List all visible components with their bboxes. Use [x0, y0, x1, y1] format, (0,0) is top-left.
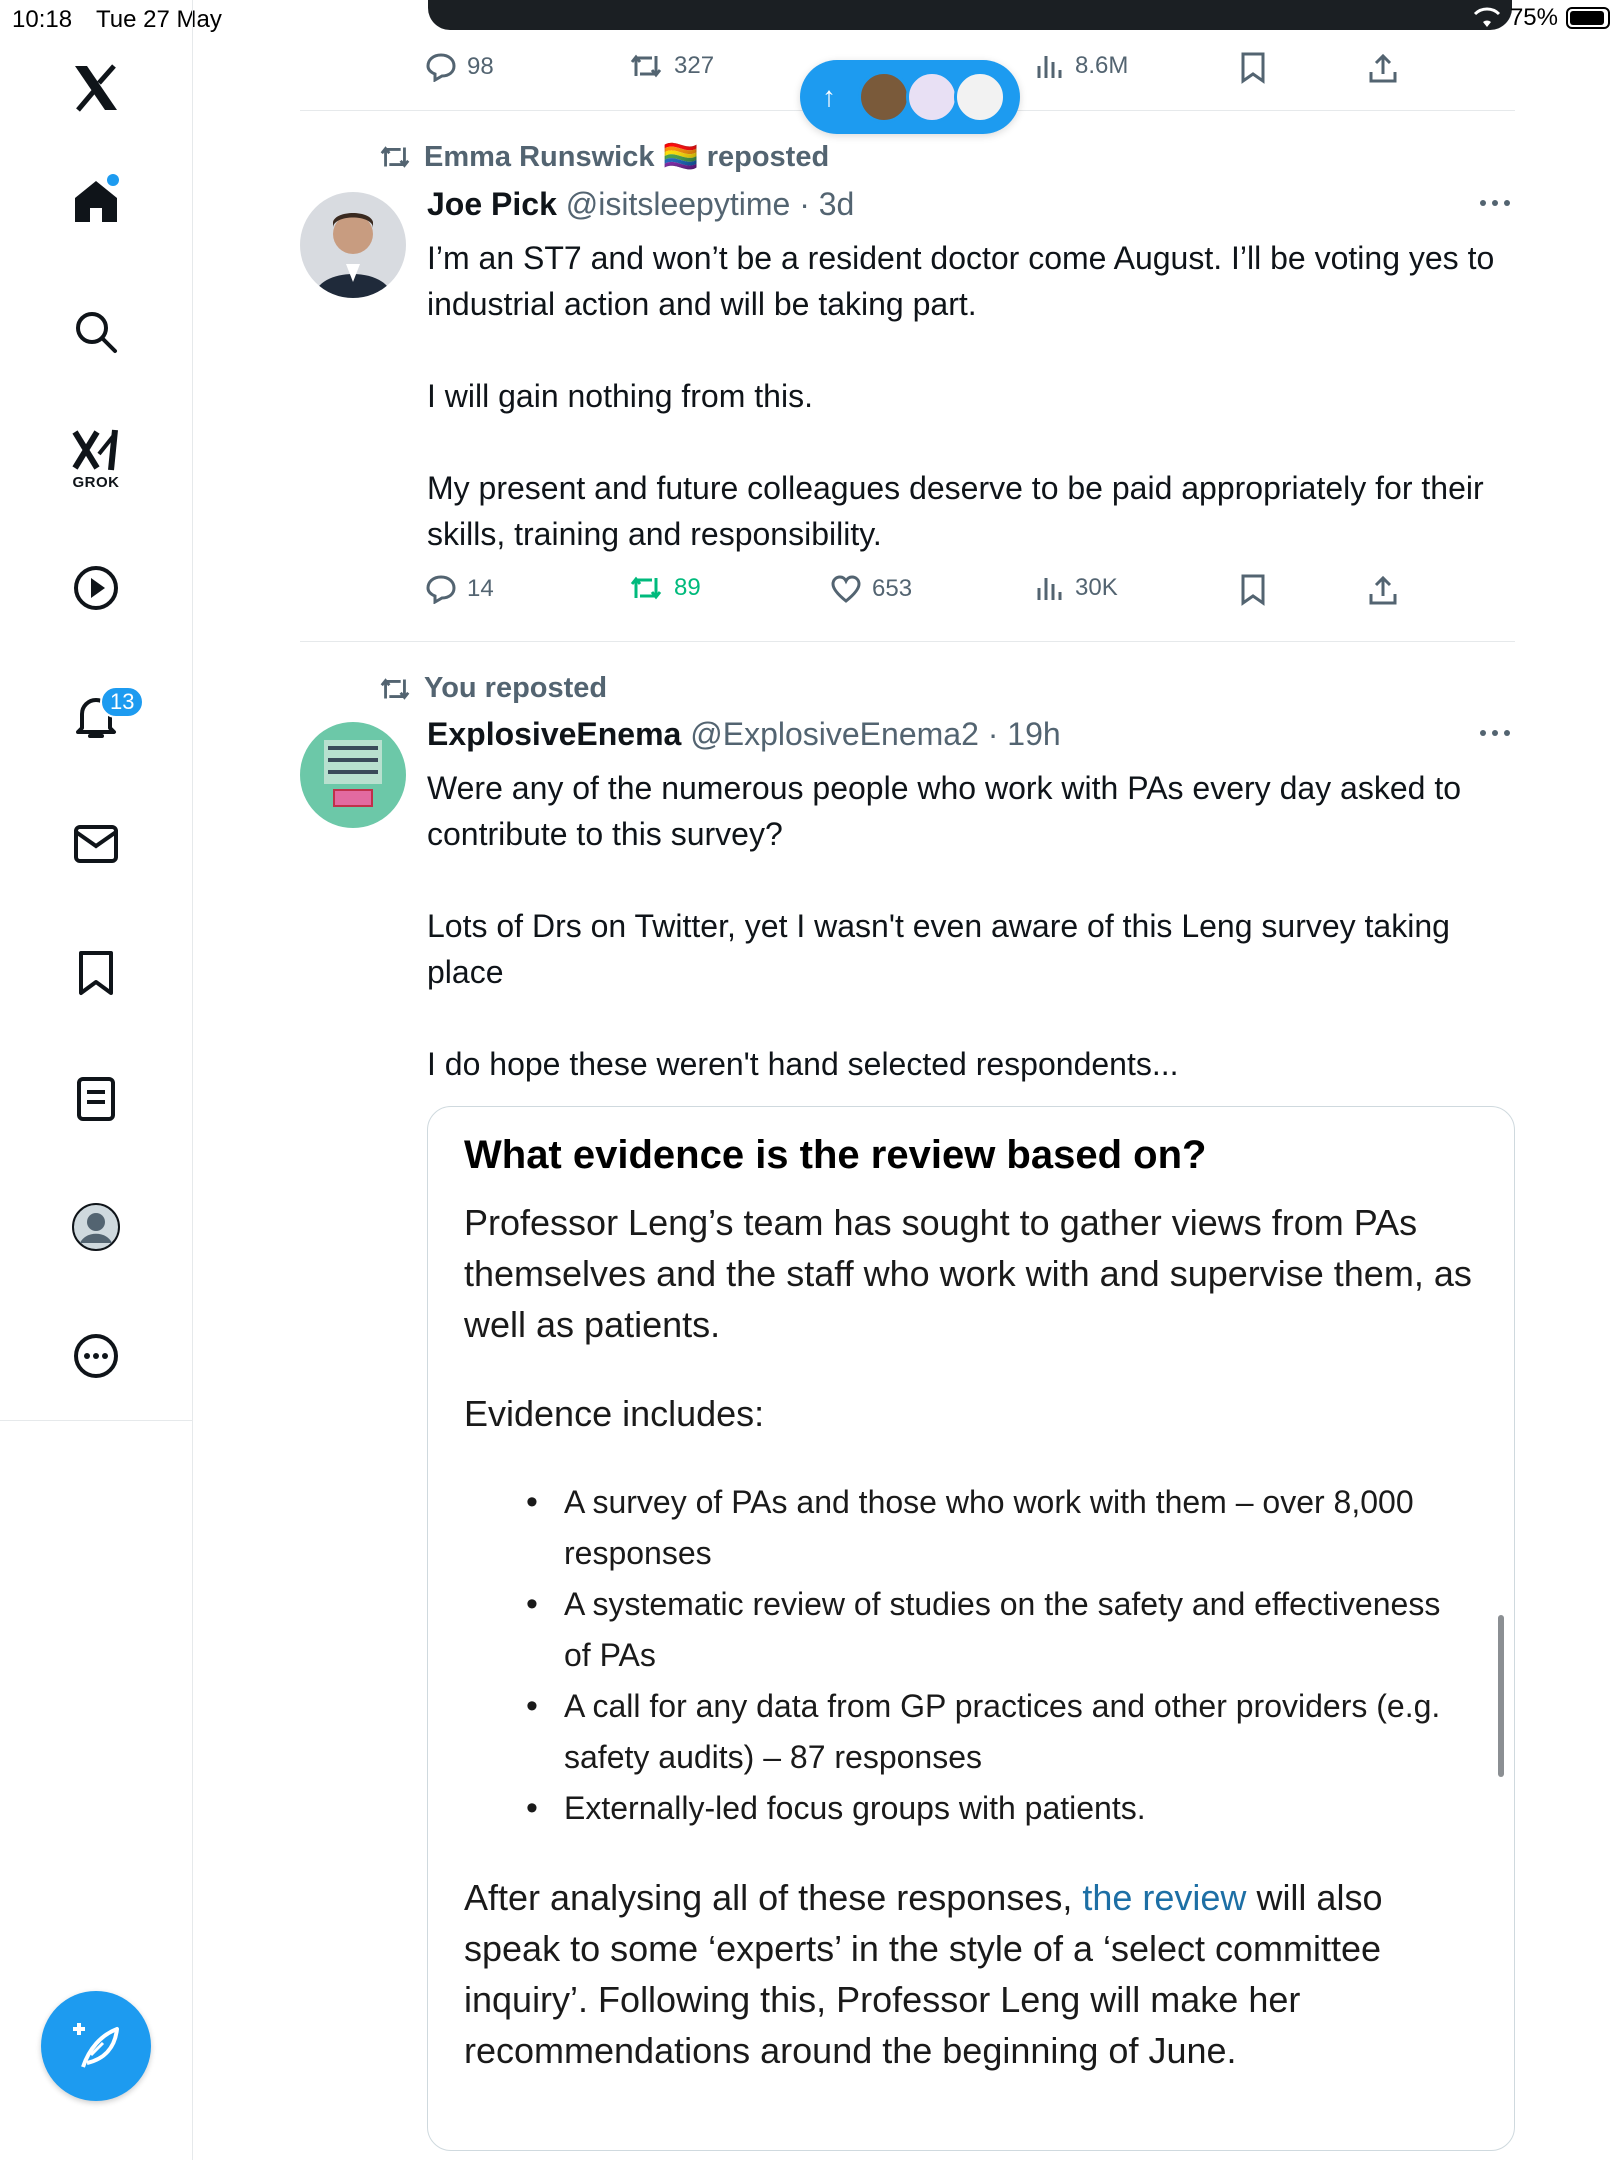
bookmarks-icon[interactable] — [77, 950, 115, 996]
views-icon — [1035, 52, 1065, 80]
tweet-header — [427, 186, 854, 223]
reply-count: 14 — [467, 575, 494, 602]
compose-button[interactable] — [41, 1991, 151, 2101]
views-count: 30K — [1075, 574, 1118, 601]
image-conclusion — [464, 1872, 1474, 2076]
repost-button[interactable] — [628, 574, 701, 602]
like-button[interactable] — [830, 574, 912, 604]
new-post-avatar — [906, 71, 958, 123]
views-button[interactable] — [1035, 52, 1128, 80]
tweet-paragraph: Lots of Drs on Twitter, yet I wasn't even aware of this Leng survey taking place — [427, 908, 1450, 990]
nav-grok[interactable] — [71, 428, 121, 491]
repost-count: 89 — [674, 574, 701, 601]
bookmark-icon — [1240, 574, 1266, 606]
evidence-item: • A survey of PAs and those who work with them – over 8,000 responses — [526, 1477, 1474, 1579]
grok-icon — [71, 428, 121, 472]
tweet-time[interactable]: · 19h — [987, 716, 1061, 752]
status-date: Tue 27 May — [96, 6, 222, 33]
reply-button[interactable] — [425, 52, 494, 82]
evidence-item: • Externally-led focus groups with patients. — [526, 1783, 1474, 1834]
evidence-item: • A systematic review of studies on the safety and effectiveness of PAs — [526, 1579, 1474, 1681]
sidebar-divider — [0, 1420, 193, 1421]
wifi-icon — [1472, 7, 1502, 29]
reply-button[interactable] — [425, 574, 494, 604]
like-count: 653 — [872, 575, 913, 602]
author-handle[interactable]: @isitsleepytime — [565, 186, 791, 222]
author-name[interactable]: Joe Pick — [427, 186, 557, 222]
x-logo-icon[interactable] — [71, 64, 121, 112]
tweet-avatar[interactable] — [300, 722, 406, 828]
tweet-image[interactable] — [427, 1106, 1515, 2151]
profile-avatar[interactable] — [71, 1202, 121, 1252]
share-icon — [1368, 574, 1398, 606]
messages-icon[interactable] — [73, 824, 119, 864]
views-button[interactable] — [1035, 574, 1118, 602]
new-posts-pill[interactable] — [800, 60, 1020, 134]
share-button[interactable] — [1368, 52, 1398, 84]
video-icon[interactable] — [73, 565, 119, 611]
lists-icon[interactable] — [76, 1076, 116, 1122]
author-name[interactable]: ExplosiveEnema — [427, 716, 682, 752]
tweet-divider — [300, 641, 1515, 642]
search-icon[interactable] — [74, 310, 118, 354]
repost-indicator — [378, 672, 607, 705]
battery-icon — [1566, 7, 1610, 29]
bookmark-icon — [1240, 52, 1266, 84]
review-link: the review — [1082, 1877, 1247, 1918]
repost-button[interactable] — [628, 52, 714, 80]
tweet-time[interactable]: · 3d — [799, 186, 855, 222]
tweet-actions — [300, 574, 1515, 614]
image-content — [464, 1129, 1474, 2076]
new-post-avatar — [954, 71, 1006, 123]
repost-icon — [378, 143, 412, 171]
evidence-list — [526, 1477, 1474, 1834]
tweet-avatar[interactable] — [300, 192, 406, 298]
reply-count: 98 — [467, 53, 494, 80]
repost-icon — [378, 675, 412, 703]
repost-count: 327 — [674, 52, 715, 79]
evidence-item: • A call for any data from GP practices and other providers (e.g. safety audits) – 87 responses — [526, 1681, 1474, 1783]
tweet-paragraph: I will gain nothing from this. — [427, 378, 813, 414]
battery-percent: 75% — [1509, 4, 1558, 31]
sidebar — [0, 0, 193, 2160]
feed-scrollbar[interactable] — [1498, 1615, 1504, 1777]
reply-icon — [425, 52, 457, 82]
tweet-text — [427, 235, 1497, 557]
arrow-up-icon: ↑ — [822, 81, 836, 112]
notifications-badge: 13 — [100, 686, 144, 718]
reply-icon — [425, 574, 457, 604]
tweet-paragraph: My present and future colleagues deserve to be paid appropriately for their skills, training and responsibility. — [427, 470, 1484, 552]
grok-label: GROK — [72, 474, 120, 491]
new-post-avatar — [858, 71, 910, 123]
status-time: 10:18 — [12, 6, 73, 33]
tweet-more-icon[interactable] — [1478, 726, 1512, 744]
repost-label[interactable]: Emma Runswick 🏳️‍🌈 reposted — [424, 141, 830, 173]
repost-icon — [628, 52, 664, 80]
views-count: 8.6M — [1075, 52, 1129, 79]
heart-icon — [830, 574, 862, 604]
bookmark-button[interactable] — [1240, 52, 1266, 84]
compose-feather-icon — [69, 2019, 123, 2073]
image-intro: Professor Leng’s team has sought to gather views from PAs themselves and the staff who work with and supervise them, as well as patients. — [464, 1202, 1472, 1345]
repost-icon — [628, 574, 664, 602]
tweet-text — [427, 765, 1497, 1087]
bookmark-button[interactable] — [1240, 574, 1266, 606]
tweet-more-icon[interactable] — [1478, 196, 1512, 214]
repost-label[interactable]: You reposted — [424, 672, 608, 704]
tweet-header — [427, 716, 1061, 753]
conclusion-end: will also speak to some ‘experts’ in the style of a ‘select committee inquiry’. Following this, Professor Leng will make her recommendations around the beginning of June. — [464, 1877, 1383, 2071]
image-evidence-label: Evidence includes: — [464, 1393, 765, 1434]
share-button[interactable] — [1368, 574, 1398, 606]
repost-indicator — [378, 140, 829, 174]
share-icon — [1368, 52, 1398, 84]
image-heading: What evidence is the review based on? — [464, 1133, 1207, 1177]
media-preview-edge[interactable] — [428, 0, 1512, 30]
conclusion-start: After analysing all of these responses, — [464, 1877, 1083, 1918]
tweet-paragraph: I do hope these weren't hand selected respondents... — [427, 1046, 1179, 1082]
views-icon — [1035, 574, 1065, 602]
status-indicators — [1472, 4, 1610, 32]
home-unread-dot — [107, 174, 119, 186]
author-handle[interactable]: @ExplosiveEnema2 — [690, 716, 979, 752]
more-menu-icon[interactable] — [73, 1333, 119, 1379]
tweet-paragraph: I’m an ST7 and won’t be a resident doctor come August. I’ll be voting yes to industrial action and will be taking part. — [427, 240, 1495, 322]
tweet-paragraph: Were any of the numerous people who work with PAs every day asked to contribute to this survey? — [427, 770, 1462, 852]
